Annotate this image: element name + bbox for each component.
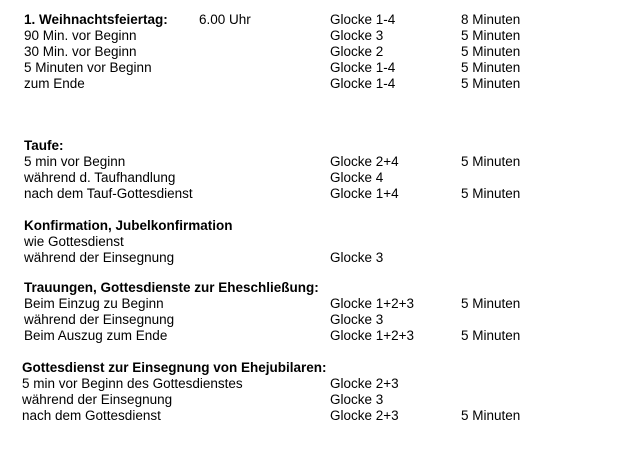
christmas-bell: Glocke 1-4 (330, 12, 396, 27)
baptism-row-label: 5 min vor Beginn (24, 154, 126, 169)
christmas-row-duration: 5 Minuten (461, 76, 521, 91)
anniversary-row-duration: 5 Minuten (461, 408, 521, 423)
christmas-row-bell: Glocke 1-4 (330, 60, 396, 75)
baptism-row-label: nach dem Tauf-Gottesdienst (24, 186, 193, 201)
christmas-row-label: zum Ende (24, 76, 85, 91)
christmas-row-label: 90 Min. vor Beginn (24, 28, 137, 43)
wedding-heading: Trauungen, Gottesdienste zur Eheschließung: (24, 280, 319, 295)
anniversary-row-label: 5 min vor Beginn des Gottesdienstes (22, 376, 243, 391)
anniversary-row-bell: Glocke 3 (330, 392, 384, 407)
wedding-row-bell: Glocke 1+2+3 (330, 296, 415, 311)
anniversary-row-bell: Glocke 2+3 (330, 408, 399, 423)
christmas-row-bell: Glocke 1-4 (330, 76, 396, 91)
wedding-row-bell: Glocke 3 (330, 312, 384, 327)
baptism-row-duration: 5 Minuten (461, 154, 521, 169)
christmas-row-duration: 5 Minuten (461, 60, 521, 75)
baptism-row-bell: Glocke 4 (330, 170, 384, 185)
baptism-heading: Taufe: (24, 138, 64, 153)
anniversary-row-bell: Glocke 2+3 (330, 376, 399, 391)
christmas-time: 6.00 Uhr (199, 12, 251, 27)
wedding-row-duration: 5 Minuten (461, 296, 521, 311)
wedding-row-label: während der Einsegnung (24, 312, 175, 327)
wedding-row-label: Beim Auszug zum Ende (24, 328, 168, 343)
baptism-row-bell: Glocke 1+4 (330, 186, 399, 201)
wedding-row-duration: 5 Minuten (461, 328, 521, 343)
anniversary-heading: Gottesdienst zur Einsegnung von Ehejubilaren: (22, 360, 327, 375)
anniversary-row-label: nach dem Gottesdienst (22, 408, 161, 423)
christmas-row-label: 30 Min. vor Beginn (24, 44, 137, 59)
confirmation-row-label: während der Einsegnung (24, 250, 175, 265)
confirmation-row-label: wie Gottesdienst (24, 234, 124, 249)
anniversary-row-label: während der Einsegnung (22, 392, 173, 407)
christmas-row-bell: Glocke 2 (330, 44, 384, 59)
christmas-row-duration: 5 Minuten (461, 44, 521, 59)
christmas-row-bell: Glocke 3 (330, 28, 384, 43)
christmas-row-duration: 5 Minuten (461, 28, 521, 43)
baptism-row-label: während d. Taufhandlung (24, 170, 176, 185)
christmas-duration: 8 Minuten (461, 12, 521, 27)
wedding-row-label: Beim Einzug zu Beginn (24, 296, 164, 311)
confirmation-row-bell: Glocke 3 (330, 250, 384, 265)
baptism-row-duration: 5 Minuten (461, 186, 521, 201)
wedding-row-bell: Glocke 1+2+3 (330, 328, 415, 343)
christmas-heading: 1. Weihnachtsfeiertag: (24, 12, 168, 27)
baptism-row-bell: Glocke 2+4 (330, 154, 399, 169)
confirmation-heading: Konfirmation, Jubelkonfirmation (24, 218, 233, 233)
christmas-row-label: 5 Minuten vor Beginn (24, 60, 152, 75)
